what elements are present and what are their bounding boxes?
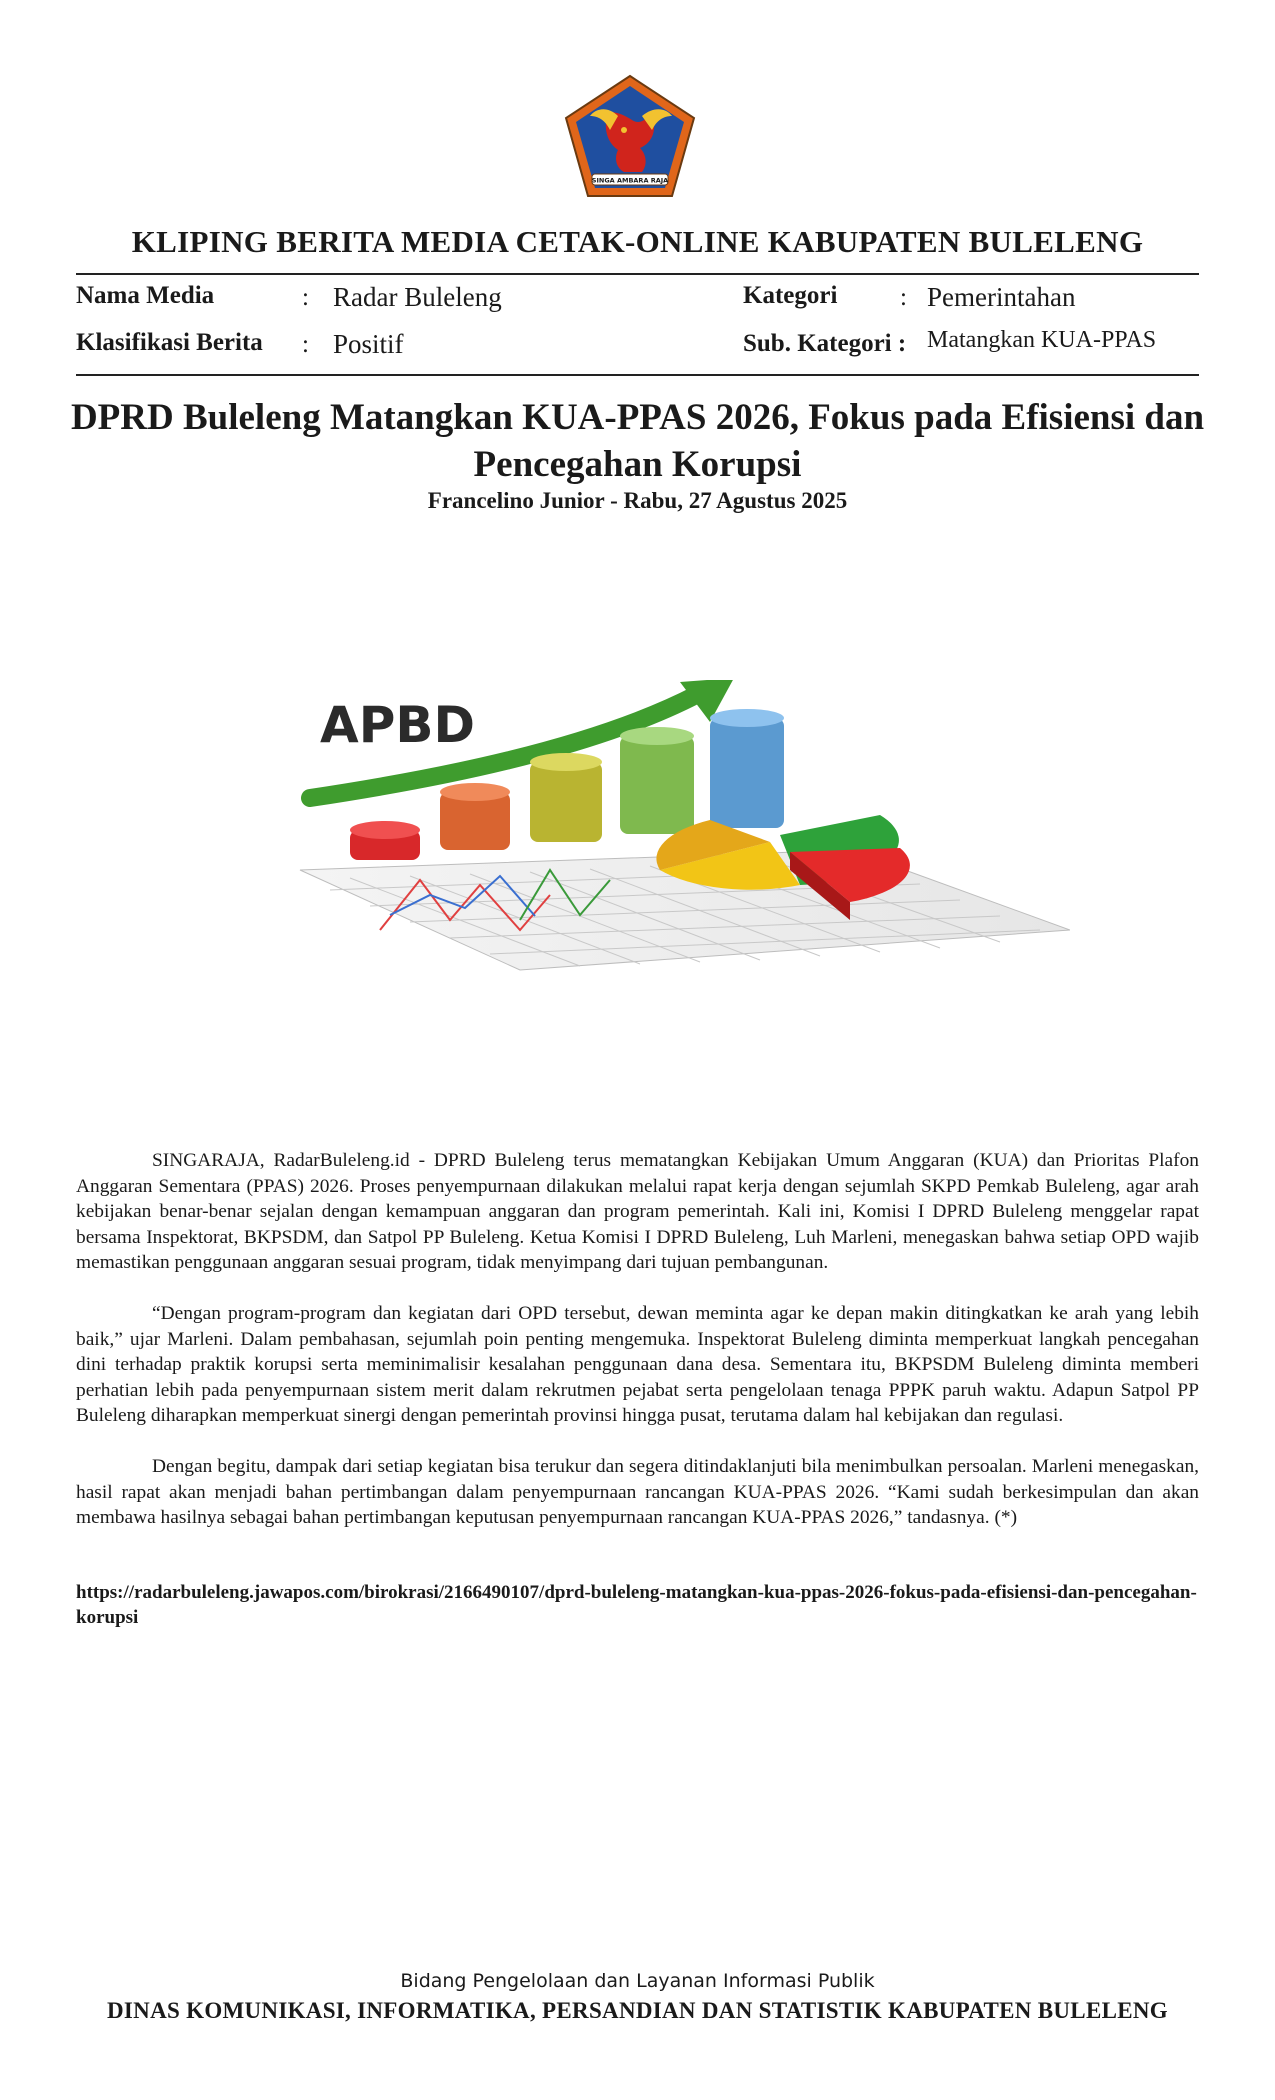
kategori-label: Kategori	[743, 282, 838, 309]
article-byline: Francelino Junior - Rabu, 27 Agustus 2025	[427, 488, 848, 513]
apbd-label: APBD	[320, 696, 475, 754]
sub-kategori-label: Sub. Kategori :	[743, 330, 907, 357]
meta-divider	[76, 374, 1199, 376]
apbd-illustration	[290, 680, 1070, 980]
document-header-title: KLIPING BERITA MEDIA CETAK-ONLINE KABUPATEN BULELENG	[131, 224, 1144, 259]
nama-media-label: Nama Media	[76, 282, 215, 309]
article-title: DPRD Buleleng Matangkan KUA-PPAS 2026, Fokus pada Efisiensi dan Pencegahan Korupsi	[70, 397, 1205, 485]
colon: :	[302, 284, 309, 311]
sub-kategori-value: Matangkan KUA-PPAS	[927, 327, 1157, 353]
nama-media-value: Radar Buleleng	[333, 282, 502, 312]
crest-banner-text: SINGA AMBARA RAJA	[591, 176, 669, 185]
article-body	[76, 1148, 1199, 1556]
footer-agency: DINAS KOMUNIKASI, INFORMATIKA, PERSANDIAN DAN STATISTIK KABUPATEN BULELENG	[107, 1998, 1168, 2023]
colon: :	[302, 331, 309, 358]
footer-unit: Bidang Pengelolaan dan Layanan Informasi Publik	[400, 1970, 875, 1992]
article-paragraph: “Dengan program-program dan kegiatan dari OPD tersebut, dewan meminta agar ke depan makin ditingkatkan ke arah yang lebih baik,” ujar Marleni. Dalam pembahasan, sejumlah poin penting mengemuka. Inspektorat Buleleng diminta memperkuat langkah pencegahan dini terhadap praktik korupsi serta meminimalisir kesalahan penggunaan dana desa. Sementara itu, BKPSDM Buleleng diminta memberi perhatian lebih pada penyempurnaan sistem merit dalam rekrutmen pejabat serta pengelolaan tenaga PPPK paruh waktu. Adapun Satpol PP Buleleng diharapkan memperkuat sinergi dengan pemerintah provinsi hingga pusat, terutama dalam hal kebijakan dan regulasi.	[76, 1302, 1199, 1427]
source-link[interactable]: https://radarbuleleng.jawapos.com/birokrasi/2166490107/dprd-buleleng-matangkan-kua-ppas-2026-fokus-pada-efisiensi-dan-pencegahan-korupsi	[76, 1582, 1197, 1628]
article-paragraph: Dengan begitu, dampak dari setiap kegiatan bisa terukur dan segera ditindaklanjuti bila menimbulkan persoalan. Marleni menegaskan, hasil rapat akan menjadi bahan pertimbangan dalam penyempurnaan rancangan KUA-PPAS 2026. “Kami sudah berkesimpulan dan akan membawa hasilnya sebagai bahan pertimbangan keputusan penyempurnaan rancangan KUA-PPAS 2026,” tandasnya. (*)	[76, 1455, 1199, 1529]
kategori-value: Pemerintahan	[927, 282, 1076, 312]
regency-crest-logo	[562, 72, 698, 200]
header-divider	[76, 273, 1199, 275]
klasifikasi-berita-label: Klasifikasi Berita	[76, 329, 263, 356]
klasifikasi-berita-value: Positif	[333, 329, 404, 359]
article-paragraph: SINGARAJA, RadarBuleleng.id - DPRD Buleleng terus mematangkan Kebijakan Umum Anggaran (KUA) dan Prioritas Plafon Anggaran Sementara (PPAS) 2026. Proses penyempurnaan dilakukan melalui rapat kerja dengan sejumlah SKPD Pemkab Buleleng, agar arah kebijakan benar-benar sejalan dengan kemampuan anggaran dan program pemerintah. Kali ini, Komisi I DPRD Buleleng menggelar rapat bersama Inspektorat, BKPSDM, dan Satpol PP Buleleng. Ketua Komisi I DPRD Buleleng, Luh Marleni, menegaskan bahwa setiap OPD wajib memastikan penggunaan anggaran sesuai program, tidak menyimpang dari tujuan pembangunan.	[76, 1150, 1199, 1274]
colon: :	[900, 284, 907, 311]
